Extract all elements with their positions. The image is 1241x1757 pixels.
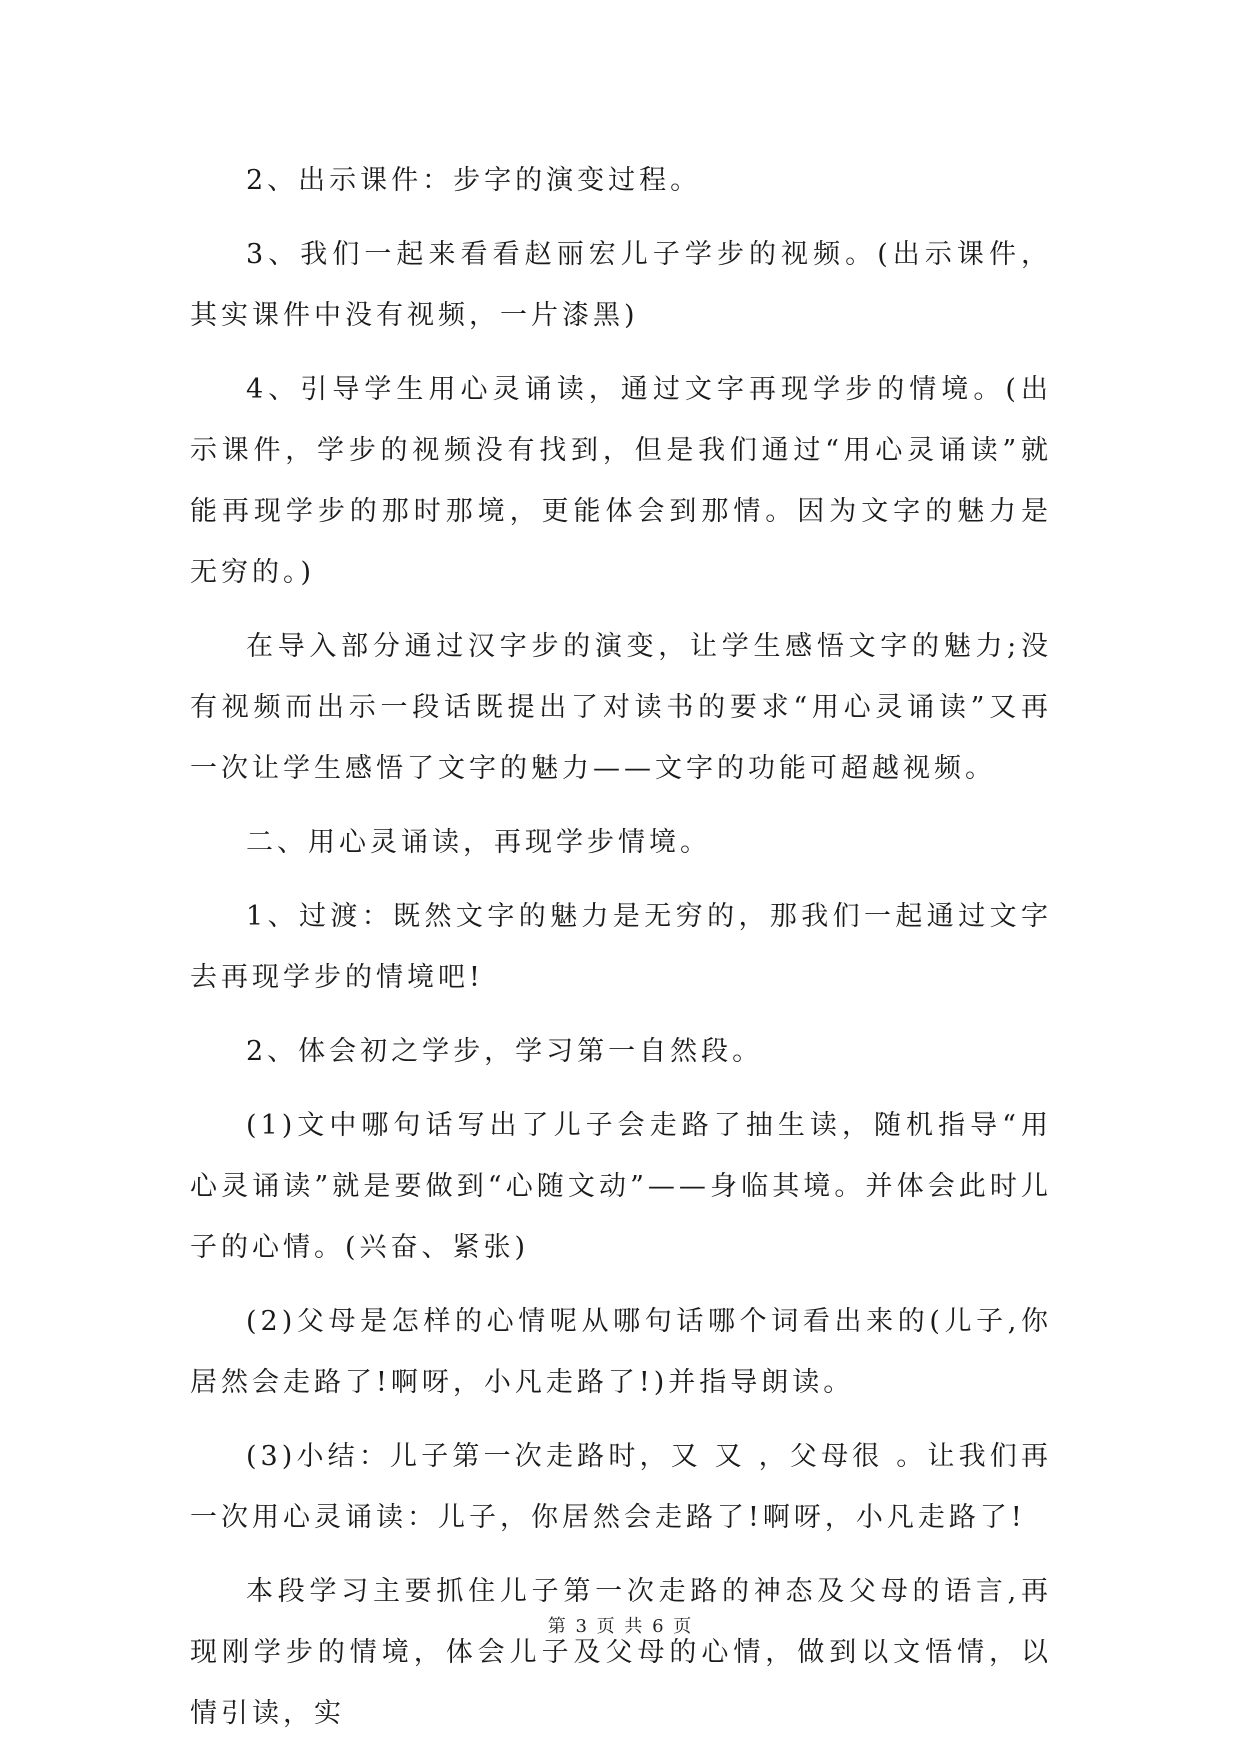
paragraph-guide-reading: 4、引导学生用心灵诵读，通过文字再现学步的情境。(出示课件，学步的视频没有找到，但是我们通过“用心灵诵读”就能再现学步的那时那境，更能体会到那情。因为文字的魅力是无穷的。): [190, 374, 1052, 588]
paragraph-transition: 1、过渡：既然文字的魅力是无穷的，那我们一起通过文字去再现学步的情境吧!: [190, 901, 1052, 993]
paragraph-watch-video: 3、我们一起来看看赵丽宏儿子学步的视频。(出示课件，其实课件中没有视频，一片漆黑): [190, 239, 1052, 331]
paragraph-item-2: (2)父母是怎样的心情呢从哪句话哪个词看出来的(儿子,你居然会走路了!啊呀，小凡走路了!)并指导朗读。: [190, 1306, 1052, 1398]
paragraph-first-step: 2、体会初之学步，学习第一自然段。: [246, 1036, 764, 1067]
paragraph-item-1: (1)文中哪句话写出了儿子会走路了抽生读，随机指导“用心灵诵读”就是要做到“心随文动”——身临其境。并体会此时儿子的心情。(兴奋、紧张): [190, 1110, 1052, 1263]
paragraph-section-commentary: 本段学习主要抓住儿子第一次走路的神态及父母的语言,再现刚学步的情境，体会儿子及父母的心情，做到以文悟情，以情引读，实: [190, 1576, 1052, 1729]
document-body: [190, 150, 1052, 1757]
paragraph-step-courseware: 2、出示课件：步字的演变过程。: [246, 165, 702, 196]
page-number-footer: 第 3 页 共 6 页: [547, 1616, 694, 1637]
section-heading-two: 二、用心灵诵读，再现学步情境。: [246, 827, 711, 858]
paragraph-item-3: (3)小结：儿子第一次走路时，又 又 ，父母很 。让我们再一次用心灵诵读：儿子，你居然会走路了!啊呀，小凡走路了!: [190, 1441, 1052, 1533]
paragraph-intro-commentary: 在导入部分通过汉字步的演变，让学生感悟文字的魅力;没有视频而出示一段话既提出了对读书的要求“用心灵诵读”又再一次让学生感悟了文字的魅力——文字的功能可超越视频。: [190, 631, 1052, 784]
